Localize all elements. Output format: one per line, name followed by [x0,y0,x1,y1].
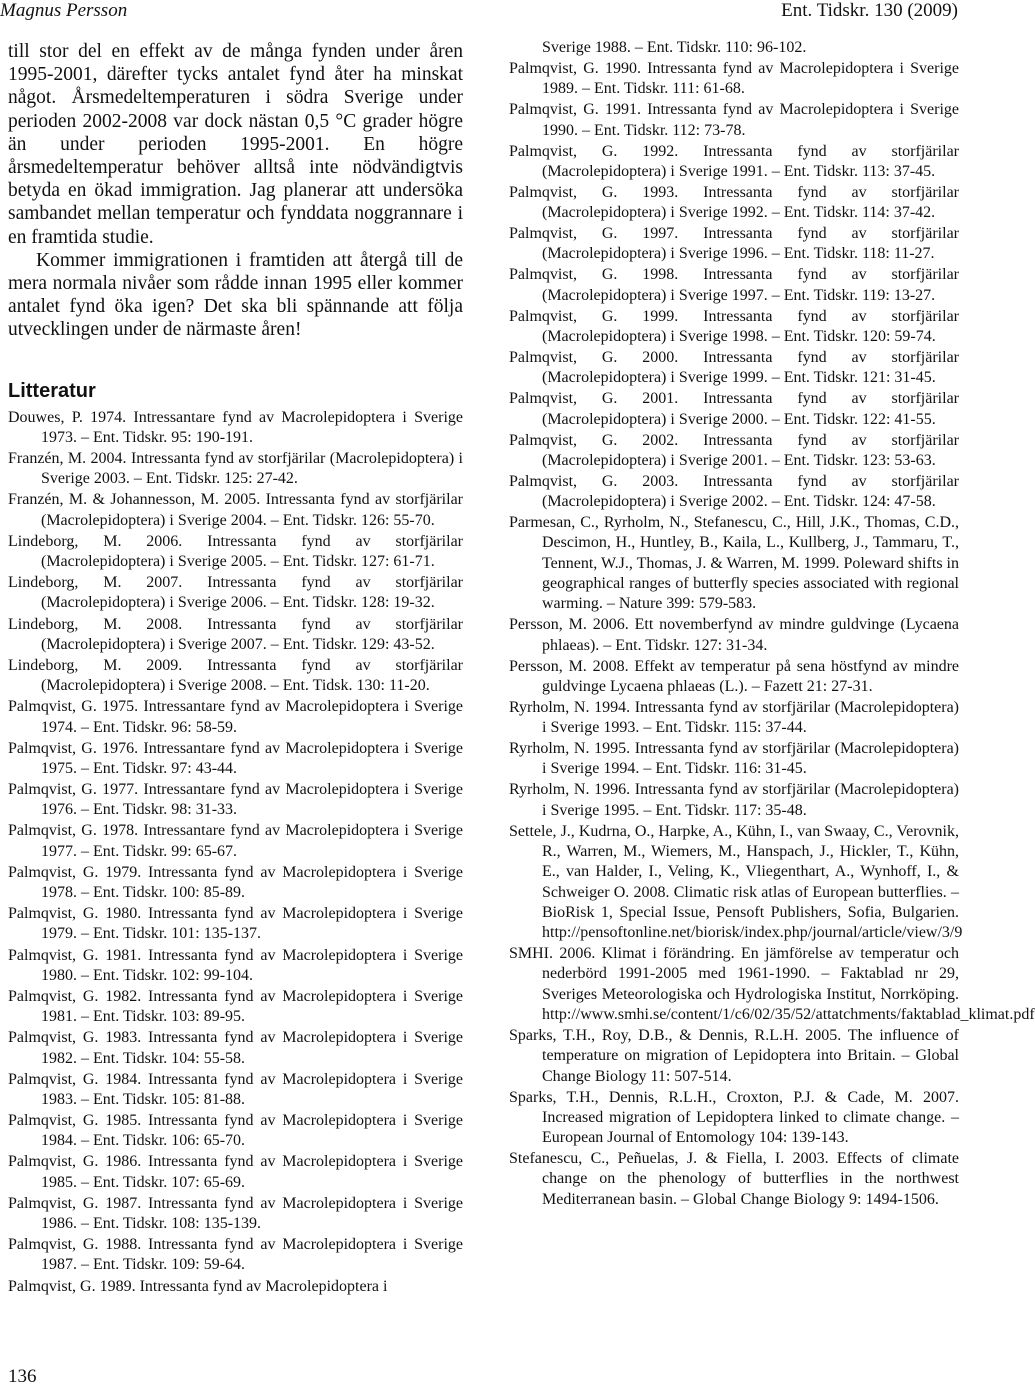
body-paragraph-2-text: Kommer immigrationen i framtiden att återgå till de mera normala nivåer som rådde innan 1995 eller kommer antalet fynd öka igen? Det ska bli spännande att följa utvecklingen under de närmaste åren! [8,249,463,341]
reference-entry: Palmqvist, G. 1977. Intressantare fynd av Macrolepidoptera i Sverige 1976. – Ent. Tidskr. 98: 31-33. [8,781,463,819]
references-list-left [8,408,463,1297]
reference-entry: Lindeborg, M. 2009. Intressanta fynd av storfjärilar (Macrolepidoptera) i Sverige 2008. – Ent. Tidsk. 130: 11-20. [8,656,463,695]
body-paragraph-1: till stor del en effekt av de många fynden under åren 1995-2001, därefter tycks antalet fynd åter ha minskat något. Årsmedeltemperaturen i södra Sverige under perioden 2002-2008 var dock nästan 0,5 °C grader högre än under perioden 1995-2001. En högre årsmedeltemperatur behöver alltså inte nödvändigtvis betyda en ökad immigration. Jag planerar att undersöka sambandet mellan temperatur och fynddata noggrannare i en framtida studie. [8,41,463,248]
reference-entry: Sparks, T.H., Roy, D.B., & Dennis, R.L.H. 2005. The influence of temperature on migration of Lepidoptera into Britain. – Global Change Biology 11: 507-514. [509,1027,959,1085]
reference-entry: Settele, J., Kudrna, O., Harpke, A., Kühn, I., van Swaay, C., Verovnik, R., Warren, M., Wiemers, M., Hanspach, J., Hickler, T., Kühn, E., van Halder, I., Veling, K., Vliegenthart, A., Wynhoff, I., & Schweiger O. 2008. Climatic risk atlas of European butterflies. – BioRisk 1, Special Issue, Pensoft Publishers, Sofia, Bulgarien. http://pensoftonline.net/biorisk/index.php/journal/article/view/3/9 [509,822,963,942]
reference-entry: Palmqvist, G. 1997. Intressanta fynd av storfjärilar (Macrolepidoptera) i Sverige 1996. – Ent. Tidskr. 118: 11-27. [509,225,959,263]
references-heading: Litteratur [8,379,96,402]
reference-entry: Palmqvist, G. 2003. Intressanta fynd av storfjärilar (Macrolepidoptera) i Sverige 2002. – Ent. Tidskr. 124: 47-58. [509,472,959,511]
reference-entry: Lindeborg, M. 2006. Intressanta fynd av storfjärilar (Macrolepidoptera) i Sverige 2005. – Ent. Tidskr. 127: 61-71. [8,532,463,571]
running-head [0,0,960,30]
reference-entry: Palmqvist, G. 1986. Intressanta fynd av Macrolepidoptera i Sverige 1985. – Ent. Tidskr. 107: 65-69. [8,1153,463,1191]
reference-entry: Ryrholm, N. 1996. Intressanta fynd av storfjärilar (Macrolepidoptera) i Sverige 1995. – Ent. Tidskr. 117: 35-48. [509,781,959,819]
left-column [8,40,463,1298]
reference-entry: Palmqvist, G. 1979. Intressanta fynd av Macrolepidoptera i Sverige 1978. – Ent. Tidskr. 100: 85-89. [8,863,463,902]
reference-entry: Palmqvist, G. 2000. Intressanta fynd av storfjärilar (Macrolepidoptera) i Sverige 1999. – Ent. Tidskr. 121: 31-45. [509,348,959,387]
reference-entry: Palmqvist, G. 1990. Intressanta fynd av Macrolepidoptera i Sverige 1989. – Ent. Tidskr. 111: 61-68. [509,59,959,98]
reference-entry: Palmqvist, G. 1985. Intressanta fynd av Macrolepidoptera i Sverige 1984. – Ent. Tidskr. 106: 65-70. [8,1112,463,1150]
reference-entry: Palmqvist, G. 1984. Intressanta fynd av Macrolepidoptera i Sverige 1983. – Ent. Tidskr. 105: 81-88. [8,1070,463,1108]
reference-entry: Palmqvist, G. 1991. Intressanta fynd av Macrolepidoptera i Sverige 1990. – Ent. Tidskr. 112: 73-78. [509,101,959,139]
reference-entry: Palmqvist, G. 1992. Intressanta fynd av storfjärilar (Macrolepidoptera) i Sverige 1991. – Ent. Tidskr. 113: 37-45. [509,142,959,180]
reference-entry: Palmqvist, G. 1980. Intressanta fynd av Macrolepidoptera i Sverige 1979. – Ent. Tidskr. 101: 135-137. [8,905,463,943]
running-head-journal: Ent. Tidskr. 130 (2009) [781,0,958,21]
reference-entry: Palmqvist, G. 1975. Intressantare fynd av Macrolepidoptera i Sverige 1974. – Ent. Tidskr. 96: 58-59. [8,698,463,736]
reference-entry: Palmqvist, G. 1982. Intressanta fynd av Macrolepidoptera i Sverige 1981. – Ent. Tidskr. 103: 89-95. [8,987,463,1026]
reference-entry: Palmqvist, G. 1998. Intressanta fynd av storfjärilar (Macrolepidoptera) i Sverige 1997. – Ent. Tidskr. 119: 13-27. [509,266,959,304]
reference-entry: Palmqvist, G. 1978. Intressantare fynd av Macrolepidoptera i Sverige 1977. – Ent. Tidskr. 99: 65-67. [8,822,463,860]
reference-entry: Douwes, P. 1974. Intressantare fynd av Macrolepidoptera i Sverige 1973. – Ent. Tidskr. 95: 190-191. [8,408,463,446]
reference-entry: Ryrholm, N. 1994. Intressanta fynd av storfjärilar (Macrolepidoptera) i Sverige 1993. – Ent. Tidskr. 115: 37-44. [509,698,959,737]
reference-entry: Lindeborg, M. 2008. Intressanta fynd av storfjärilar (Macrolepidoptera) i Sverige 2007. – Ent. Tidskr. 129: 43-52. [8,615,463,653]
reference-entry: Palmqvist, G. 1993. Intressanta fynd av storfjärilar (Macrolepidoptera) i Sverige 1992. – Ent. Tidskr. 114: 37-42. [509,183,959,222]
reference-entry: Franzén, M. 2004. Intressanta fynd av storfjärilar (Macrolepidoptera) i Sverige 2003. – Ent. Tidskr. 125: 27-42. [8,450,463,488]
reference-entry: Sverige 1988. – Ent. Tidskr. 110: 96-102. [542,39,807,56]
reference-entry: Palmqvist, G. 1999. Intressanta fynd av storfjärilar (Macrolepidoptera) i Sverige 1998. – Ent. Tidskr. 120: 59-74. [509,307,959,345]
reference-entry: Sparks, T.H., Dennis, R.L.H., Croxton, P.J. & Cade, M. 2007. Increased migration of Lepidoptera linked to climate change. – European Journal of Entomology 104: 139-143. [509,1088,959,1147]
reference-entry: Palmqvist, G. 1983. Intressanta fynd av Macrolepidoptera i Sverige 1982. – Ent. Tidskr. 104: 55-58. [8,1029,463,1067]
reference-entry: Parmesan, C., Ryrholm, N., Stefanescu, C., Hill, J.K., Thomas, C.D., Descimon, H., Huntley, B., Kaila, L., Kullberg, J., Tammaru, T., Tennent, W.J., Thomas, J. & Warren, M. 1999. Poleward shifts in geographical ranges of butterfly species associated with regional warming. – Nature 399: 579-583. [509,514,959,613]
reference-entry: Franzén, M. & Johannesson, M. 2005. Intressanta fynd av storfjärilar (Macrolepidoptera) i Sverige 2004. – Ent. Tidskr. 126: 55-70. [8,491,463,529]
reference-entry: Ryrholm, N. 1995. Intressanta fynd av storfjärilar (Macrolepidoptera) i Sverige 1994. – Ent. Tidskr. 116: 31-45. [509,740,959,778]
page-number: 136 [8,1366,37,1387]
reference-entry: Lindeborg, M. 2007. Intressanta fynd av storfjärilar (Macrolepidoptera) i Sverige 2006. – Ent. Tidskr. 128: 19-32. [8,574,463,612]
right-column [509,38,1035,1211]
reference-entry: Palmqvist, G. 1987. Intressanta fynd av Macrolepidoptera i Sverige 1986. – Ent. Tidskr. 108: 135-139. [8,1194,463,1233]
references-list-right [509,38,1035,1210]
reference-entry: Palmqvist, G. 2002. Intressanta fynd av storfjärilar (Macrolepidoptera) i Sverige 2001. – Ent. Tidskr. 123: 53-63. [509,431,959,469]
reference-entry: Palmqvist, G. 1988. Intressanta fynd av Macrolepidoptera i Sverige 1987. – Ent. Tidskr. 109: 59-64. [8,1236,463,1274]
reference-entry: Stefanescu, C., Peñuelas, J. & Fiella, I. 2003. Effects of climate change on the phenology of butterflies in the northwest Mediterranean basin. – Global Change Biology 9: 1494-1506. [509,1150,959,1208]
reference-entry: Palmqvist, G. 2001. Intressanta fynd av storfjärilar (Macrolepidoptera) i Sverige 2000. – Ent. Tidskr. 122: 41-55. [509,390,959,428]
reference-entry: Persson, M. 2008. Effekt av temperatur på sena höstfynd av mindre guldvinge Lycaena phlaeas (L.). – Fazett 21: 27-31. [509,657,959,695]
reference-entry: SMHI. 2006. Klimat i förändring. En jämförelse av temperatur och nederbörd 1991-2005 med 1961-1990. – Faktablad nr 29, Sveriges Meteorologiska och Hydrologiska Institut, Norrköping. http://www.smhi.se/content/1/c6/02/35/52/attatchments/faktablad_klimat.pdf [509,945,1035,1024]
reference-entry: Persson, M. 2006. Ett novemberfynd av mindre guldvinge (Lycaena phlaeas). – Ent. Tidskr. 127: 31-34. [509,616,959,654]
body-paragraph-2 [8,249,463,342]
reference-entry: Palmqvist, G. 1976. Intressantare fynd av Macrolepidoptera i Sverige 1975. – Ent. Tidskr. 97: 43-44. [8,739,463,777]
reference-entry: Palmqvist, G. 1981. Intressanta fynd av Macrolepidoptera i Sverige 1980. – Ent. Tidskr. 102: 99-104. [8,946,463,984]
reference-entry: Palmqvist, G. 1989. Intressanta fynd av Macrolepidoptera i [8,1277,388,1295]
running-head-author: Magnus Persson [0,0,128,21]
